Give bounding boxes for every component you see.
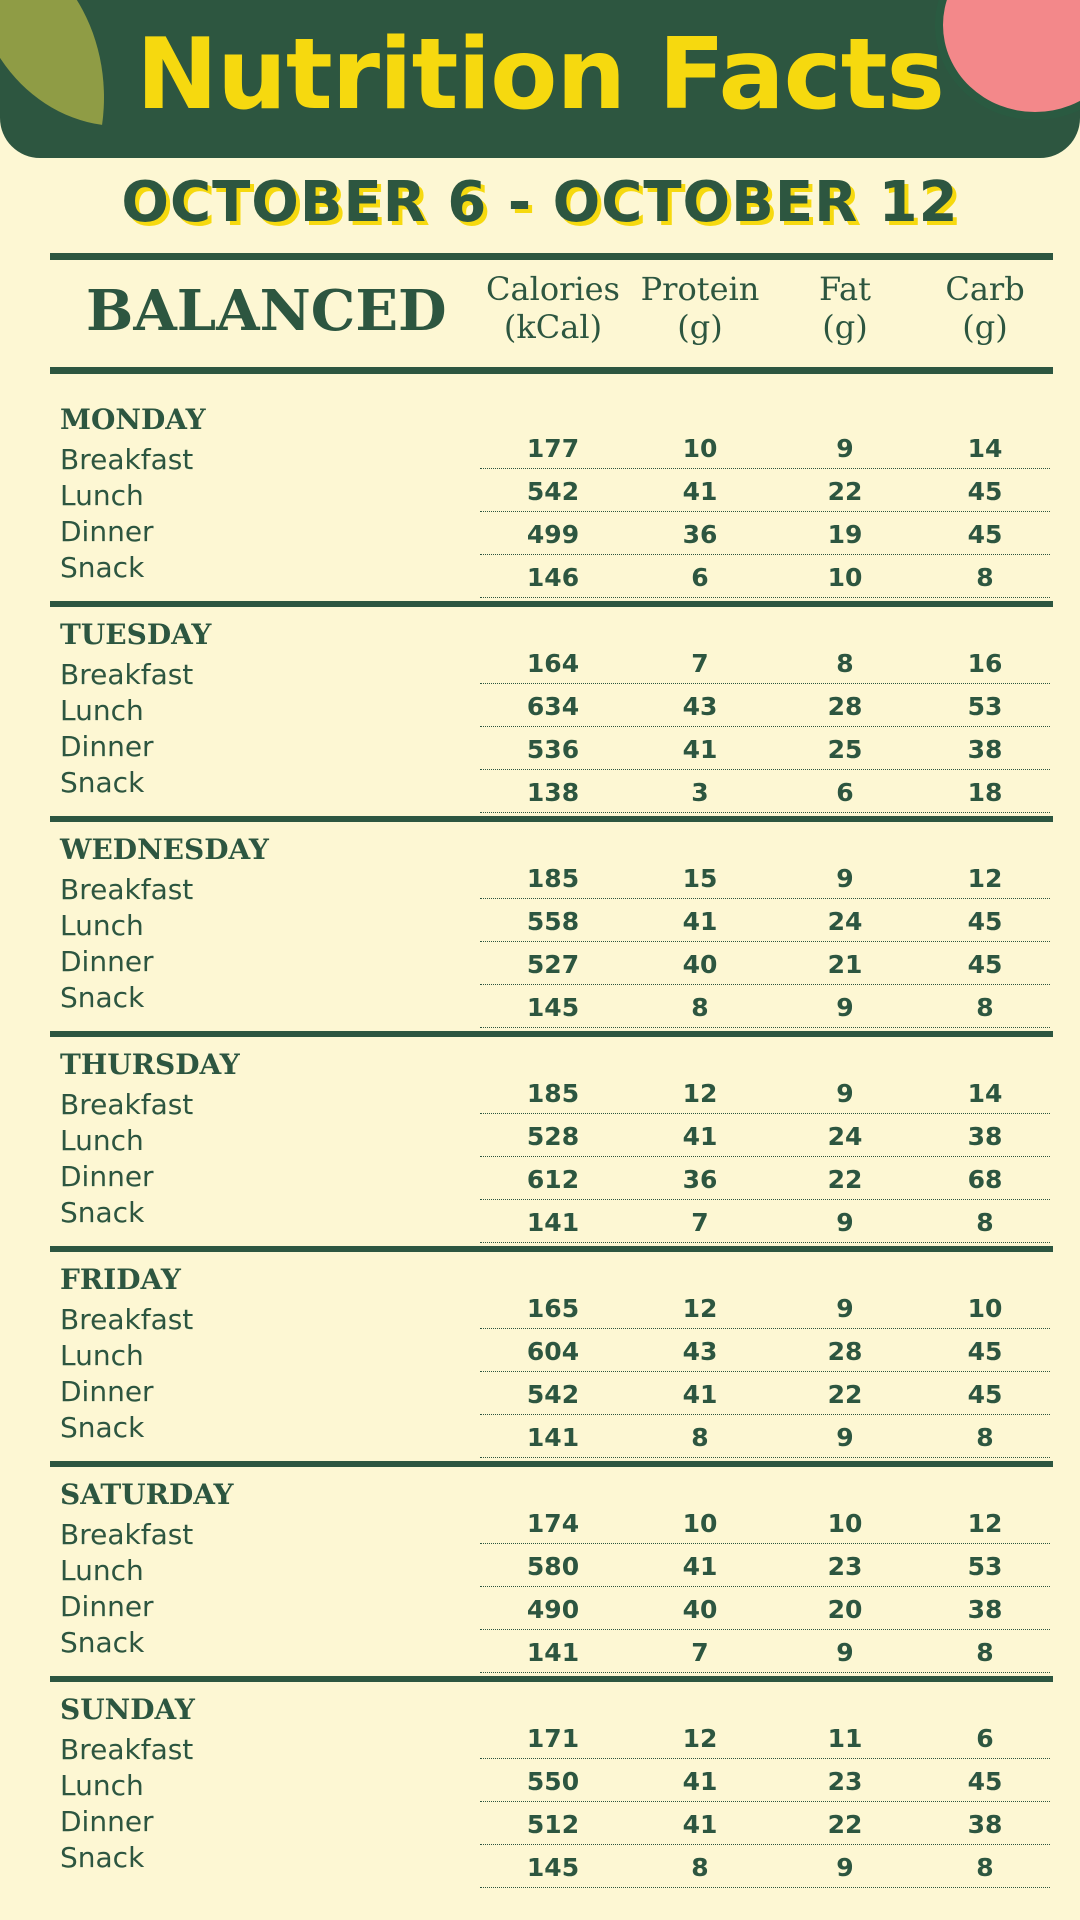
- plan-label: BALANCED: [86, 278, 447, 344]
- meal-label: Lunch: [60, 1769, 144, 1802]
- meal-label: Dinner: [60, 1590, 154, 1623]
- protein-value: 36: [682, 520, 718, 549]
- meal-label: Breakfast: [60, 1088, 194, 1121]
- carb-value: 8: [976, 1638, 994, 1667]
- fat-value: 9: [836, 993, 854, 1022]
- meal-label: Snack: [60, 1411, 145, 1444]
- carb-value: 45: [967, 477, 1003, 506]
- fat-value: 9: [836, 1294, 854, 1323]
- meal-label: Breakfast: [60, 1303, 194, 1336]
- row-divider: [480, 1543, 1050, 1544]
- calories-value: 527: [526, 950, 580, 979]
- protein-value: 41: [682, 477, 718, 506]
- meal-label: Lunch: [60, 1554, 144, 1587]
- carb-value: 45: [967, 1767, 1003, 1796]
- protein-value: 8: [691, 993, 709, 1022]
- column-header-carb: Carb (g): [945, 270, 1025, 346]
- protein-value: 3: [691, 778, 709, 807]
- fat-value: 9: [836, 1423, 854, 1452]
- day-name: WEDNESDAY: [60, 833, 269, 866]
- meal-label: Dinner: [60, 730, 154, 763]
- carb-value: 45: [967, 950, 1003, 979]
- fat-value: 8: [836, 649, 854, 678]
- meal-label: Snack: [60, 551, 145, 584]
- row-divider: [480, 1328, 1050, 1329]
- carb-value: 8: [976, 563, 994, 592]
- carb-value: 16: [967, 649, 1003, 678]
- row-divider: [480, 683, 1050, 684]
- fat-value: 22: [827, 1165, 863, 1194]
- meal-label: Dinner: [60, 1805, 154, 1838]
- carb-value: 6: [976, 1724, 994, 1753]
- protein-value: 7: [691, 1638, 709, 1667]
- meal-label: Lunch: [60, 1339, 144, 1372]
- day-name: MONDAY: [60, 403, 206, 436]
- calories-value: 634: [526, 692, 580, 721]
- protein-value: 43: [682, 1337, 718, 1366]
- fat-value: 6: [836, 778, 854, 807]
- fat-value: 22: [827, 1810, 863, 1839]
- carb-value: 8: [976, 1423, 994, 1452]
- row-divider: [480, 1801, 1050, 1802]
- protein-value: 7: [691, 1208, 709, 1237]
- day-section-friday: [0, 1263, 1080, 1478]
- day-name: TUESDAY: [60, 618, 212, 651]
- day-section-saturday: [0, 1478, 1080, 1693]
- carb-value: 38: [967, 1810, 1003, 1839]
- fat-value: 10: [827, 563, 863, 592]
- meal-label: Dinner: [60, 945, 154, 978]
- carb-value: 12: [967, 1509, 1003, 1538]
- row-divider: [480, 1027, 1050, 1028]
- calories-value: 490: [526, 1595, 580, 1624]
- calories-value: 138: [526, 778, 580, 807]
- meal-label: Breakfast: [60, 443, 194, 476]
- protein-value: 41: [682, 1552, 718, 1581]
- calories-value: 141: [526, 1423, 580, 1452]
- row-divider: [480, 1586, 1050, 1587]
- carb-value: 45: [967, 1380, 1003, 1409]
- page-title: Nutrition Facts: [136, 18, 944, 132]
- protein-value: 8: [691, 1423, 709, 1452]
- meal-label: Lunch: [60, 479, 144, 512]
- row-divider: [480, 1242, 1050, 1243]
- calories-value: 558: [526, 907, 580, 936]
- protein-value: 41: [682, 1122, 718, 1151]
- carb-value: 8: [976, 1853, 994, 1882]
- fat-value: 9: [836, 1079, 854, 1108]
- row-divider: [480, 1629, 1050, 1630]
- row-divider: [480, 941, 1050, 942]
- protein-value: 8: [691, 1853, 709, 1882]
- carb-value: 38: [967, 1595, 1003, 1624]
- row-divider: [480, 984, 1050, 985]
- carb-value: 14: [967, 434, 1003, 463]
- protein-value: 41: [682, 1767, 718, 1796]
- fat-value: 28: [827, 692, 863, 721]
- column-header-fat: Fat (g): [819, 270, 871, 346]
- protein-value: 41: [682, 907, 718, 936]
- meal-label: Snack: [60, 1626, 145, 1659]
- calories-value: 141: [526, 1638, 580, 1667]
- row-divider: [480, 1457, 1050, 1458]
- fat-value: 22: [827, 1380, 863, 1409]
- carb-value: 45: [967, 1337, 1003, 1366]
- calories-value: 165: [526, 1294, 580, 1323]
- day-divider: [50, 1246, 1053, 1252]
- protein-value: 41: [682, 1380, 718, 1409]
- protein-value: 12: [682, 1079, 718, 1108]
- protein-value: 36: [682, 1165, 718, 1194]
- row-divider: [480, 554, 1050, 555]
- protein-value: 10: [682, 1509, 718, 1538]
- fat-value: 10: [827, 1509, 863, 1538]
- row-divider: [480, 769, 1050, 770]
- carb-value: 12: [967, 864, 1003, 893]
- calories-value: 542: [526, 1380, 580, 1409]
- calories-value: 146: [526, 563, 580, 592]
- day-section-tuesday: [0, 618, 1080, 833]
- row-divider: [480, 1414, 1050, 1415]
- day-divider: [50, 601, 1053, 607]
- protein-value: 12: [682, 1724, 718, 1753]
- meal-label: Dinner: [60, 1375, 154, 1408]
- protein-value: 40: [682, 950, 718, 979]
- meal-label: Snack: [60, 981, 145, 1014]
- carb-value: 53: [967, 692, 1003, 721]
- fat-value: 9: [836, 434, 854, 463]
- protein-value: 41: [682, 735, 718, 764]
- carb-value: 45: [967, 907, 1003, 936]
- fat-value: 28: [827, 1337, 863, 1366]
- fat-value: 23: [827, 1767, 863, 1796]
- fat-value: 22: [827, 477, 863, 506]
- protein-value: 7: [691, 649, 709, 678]
- day-name: SATURDAY: [60, 1478, 234, 1511]
- day-divider: [50, 816, 1053, 822]
- calories-value: 185: [526, 864, 580, 893]
- protein-value: 41: [682, 1810, 718, 1839]
- fat-value: 9: [836, 864, 854, 893]
- protein-value: 10: [682, 434, 718, 463]
- calories-value: 512: [526, 1810, 580, 1839]
- column-header-protein: Protein (g): [640, 270, 760, 346]
- meal-label: Breakfast: [60, 1733, 194, 1766]
- calories-value: 542: [526, 477, 580, 506]
- meal-label: Snack: [60, 1196, 145, 1229]
- calories-value: 177: [526, 434, 580, 463]
- row-divider: [480, 1156, 1050, 1157]
- row-divider: [480, 1758, 1050, 1759]
- carb-value: 18: [967, 778, 1003, 807]
- carb-value: 8: [976, 1208, 994, 1237]
- protein-value: 6: [691, 563, 709, 592]
- calories-value: 145: [526, 993, 580, 1022]
- carb-value: 38: [967, 735, 1003, 764]
- day-name: FRIDAY: [60, 1263, 181, 1296]
- meal-label: Breakfast: [60, 1518, 194, 1551]
- date-range: OCTOBER 6 - OCTOBER 12: [121, 170, 959, 235]
- calories-value: 550: [526, 1767, 580, 1796]
- header-banner: [0, 0, 1080, 158]
- calories-value: 604: [526, 1337, 580, 1366]
- row-divider: [480, 511, 1050, 512]
- calories-value: 174: [526, 1509, 580, 1538]
- carb-value: 53: [967, 1552, 1003, 1581]
- fat-value: 24: [827, 1122, 863, 1151]
- protein-value: 15: [682, 864, 718, 893]
- protein-value: 40: [682, 1595, 718, 1624]
- carb-value: 68: [967, 1165, 1003, 1194]
- protein-value: 12: [682, 1294, 718, 1323]
- carb-value: 8: [976, 993, 994, 1022]
- fat-value: 24: [827, 907, 863, 936]
- meal-label: Breakfast: [60, 873, 194, 906]
- column-header-calories: Calories (kCal): [486, 270, 620, 346]
- top-divider: [50, 253, 1053, 260]
- header-divider: [50, 367, 1053, 374]
- calories-value: 141: [526, 1208, 580, 1237]
- day-section-monday: [0, 403, 1080, 618]
- meal-label: Snack: [60, 766, 145, 799]
- row-divider: [480, 726, 1050, 727]
- calories-value: 528: [526, 1122, 580, 1151]
- day-section-wednesday: [0, 833, 1080, 1048]
- row-divider: [480, 1887, 1050, 1888]
- carb-value: 14: [967, 1079, 1003, 1108]
- row-divider: [480, 1844, 1050, 1845]
- row-divider: [480, 812, 1050, 813]
- meal-label: Breakfast: [60, 658, 194, 691]
- fat-value: 9: [836, 1208, 854, 1237]
- day-divider: [50, 1461, 1053, 1467]
- meal-label: Lunch: [60, 909, 144, 942]
- day-divider: [50, 1031, 1053, 1037]
- carb-value: 45: [967, 520, 1003, 549]
- calories-value: 145: [526, 1853, 580, 1882]
- meal-label: Dinner: [60, 515, 154, 548]
- fat-value: 20: [827, 1595, 863, 1624]
- fat-value: 9: [836, 1853, 854, 1882]
- row-divider: [480, 468, 1050, 469]
- day-name: SUNDAY: [60, 1693, 195, 1726]
- fat-value: 19: [827, 520, 863, 549]
- day-name: THURSDAY: [60, 1048, 240, 1081]
- calories-value: 164: [526, 649, 580, 678]
- fat-value: 11: [827, 1724, 863, 1753]
- calories-value: 536: [526, 735, 580, 764]
- day-section-thursday: [0, 1048, 1080, 1263]
- carb-value: 38: [967, 1122, 1003, 1151]
- meal-label: Lunch: [60, 694, 144, 727]
- carb-value: 10: [967, 1294, 1003, 1323]
- calories-value: 612: [526, 1165, 580, 1194]
- calories-value: 185: [526, 1079, 580, 1108]
- fat-value: 25: [827, 735, 863, 764]
- fat-value: 23: [827, 1552, 863, 1581]
- row-divider: [480, 1199, 1050, 1200]
- day-divider: [50, 1676, 1053, 1682]
- row-divider: [480, 597, 1050, 598]
- meal-label: Dinner: [60, 1160, 154, 1193]
- fat-value: 21: [827, 950, 863, 979]
- meal-label: Lunch: [60, 1124, 144, 1157]
- calories-value: 171: [526, 1724, 580, 1753]
- protein-value: 43: [682, 692, 718, 721]
- row-divider: [480, 1113, 1050, 1114]
- day-section-sunday: [0, 1693, 1080, 1908]
- row-divider: [480, 1672, 1050, 1673]
- row-divider: [480, 898, 1050, 899]
- row-divider: [480, 1371, 1050, 1372]
- calories-value: 580: [526, 1552, 580, 1581]
- meal-label: Snack: [60, 1841, 145, 1874]
- calories-value: 499: [526, 520, 580, 549]
- fat-value: 9: [836, 1638, 854, 1667]
